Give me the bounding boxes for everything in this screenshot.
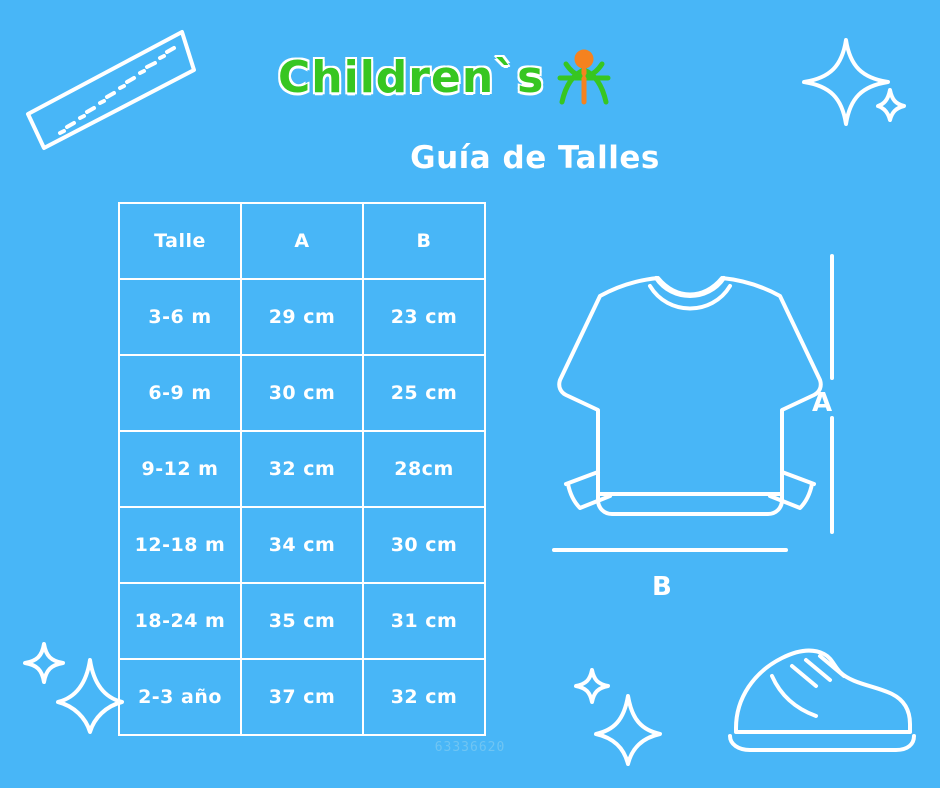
cell-b: 30 cm <box>363 507 485 583</box>
table-row <box>119 355 485 431</box>
sparkle-icon <box>570 660 670 774</box>
table-row <box>119 659 485 735</box>
watermark-text: 63336620 <box>434 740 506 755</box>
cell-talle: 3-6 m <box>119 279 241 355</box>
cell-b: 31 cm <box>363 583 485 659</box>
cell-b: 23 cm <box>363 279 485 355</box>
table-row <box>119 431 485 507</box>
children-logo-icon <box>554 48 616 106</box>
cell-talle: 2-3 año <box>119 659 241 735</box>
brand-logo <box>278 48 616 106</box>
cell-b: 28cm <box>363 431 485 507</box>
cell-b: 32 cm <box>363 659 485 735</box>
brand-name: Children`s <box>278 51 545 103</box>
cell-a: 34 cm <box>241 507 363 583</box>
cell-talle: 12-18 m <box>119 507 241 583</box>
sweatshirt-icon <box>490 250 860 610</box>
cell-talle: 6-9 m <box>119 355 241 431</box>
cell-talle: 9-12 m <box>119 431 241 507</box>
size-table <box>118 202 486 736</box>
table-row <box>119 507 485 583</box>
column-header-talle: Talle <box>119 203 241 279</box>
cell-a: 30 cm <box>241 355 363 431</box>
cell-b: 25 cm <box>363 355 485 431</box>
cell-a: 32 cm <box>241 431 363 507</box>
sparkle-icon <box>800 36 910 130</box>
measure-label-a: A <box>812 388 833 418</box>
cell-a: 35 cm <box>241 583 363 659</box>
table-row <box>119 583 485 659</box>
sparkle-icon <box>18 630 128 739</box>
cell-a: 37 cm <box>241 659 363 735</box>
cell-talle: 18-24 m <box>119 583 241 659</box>
page-title: Guía de Talles <box>410 140 660 176</box>
column-header-a: A <box>241 203 363 279</box>
table-row <box>119 279 485 355</box>
measure-label-b: B <box>652 572 672 602</box>
table-header-row <box>119 203 485 279</box>
column-header-b: B <box>363 203 485 279</box>
cell-a: 29 cm <box>241 279 363 355</box>
